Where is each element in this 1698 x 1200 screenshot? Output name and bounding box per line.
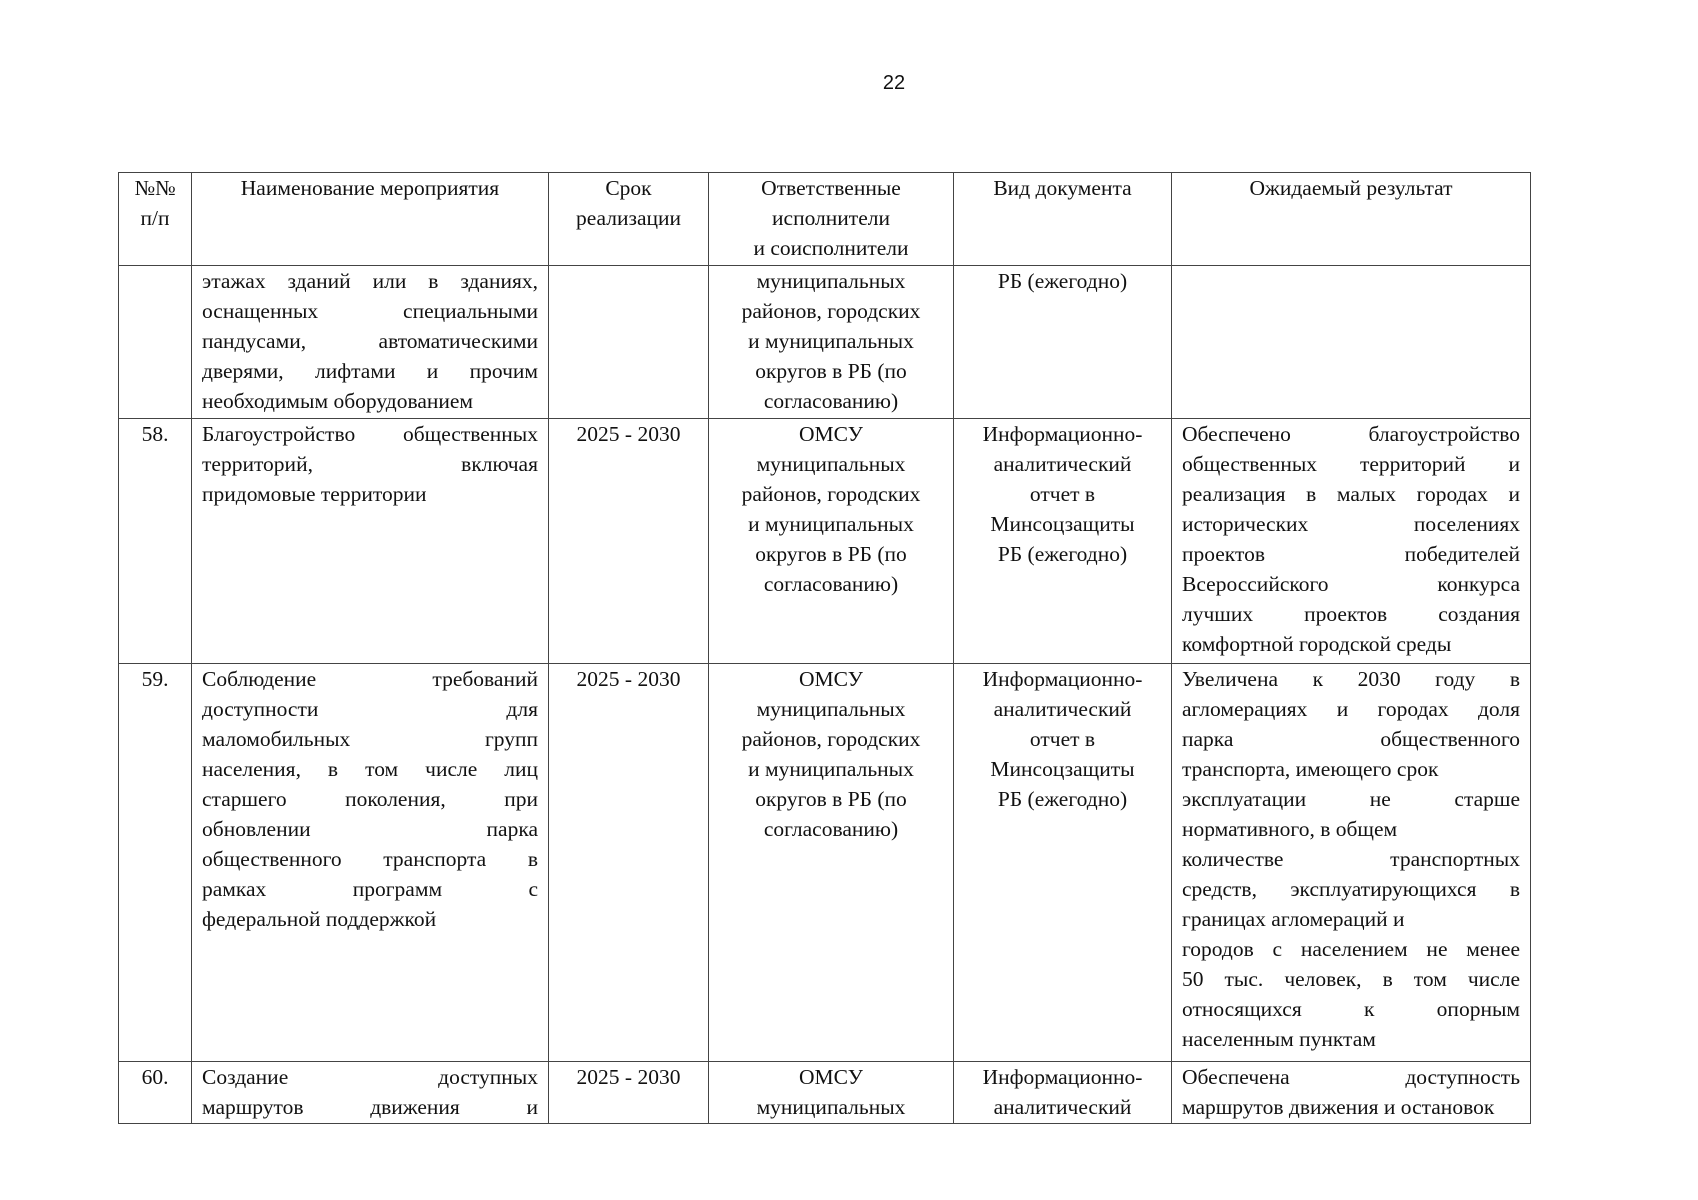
header-name: Наименование мероприятия (192, 173, 549, 266)
row-result (1172, 266, 1531, 419)
page-number: 22 (882, 72, 906, 94)
row-responsible: ОМСУ муниципальных районов, городских и муниципальных округов в РБ (по согласованию) (709, 664, 954, 1062)
row-name: этажах зданий или в зданиях, оснащенных специальными пандусами, автоматическими дверями, лифтами и прочим необходимым оборудованием (192, 266, 549, 419)
row-result: Увеличена к 2030 году в агломерациях и городах доля парка общественного транспорта, имеющего срок эксплуатации не старше нормативного, в общем количестве транспортных средств, эксплуатирующихся в границах агломераций и городов с населением не менее 50 тыс. человек, в том числе относящихся к опорным населенным пунктам (1172, 664, 1531, 1062)
row-document: Информационно- аналитический отчет в Минсоцзащиты РБ (ежегодно) (954, 419, 1172, 664)
header-term: Срок реализации (549, 173, 709, 266)
row-term (549, 266, 709, 419)
row-num (119, 266, 192, 419)
header-num: №№ п/п (119, 173, 192, 266)
header-document: Вид документа (954, 173, 1172, 266)
row-term: 2025 - 2030 (549, 664, 709, 1062)
row-responsible: ОМСУ муниципальных (709, 1062, 954, 1124)
table-row (119, 1062, 1531, 1124)
row-num: 58. (119, 419, 192, 664)
row-document: Информационно- аналитический (954, 1062, 1172, 1124)
table-row (119, 664, 1531, 1062)
table-row (119, 419, 1531, 664)
row-num: 59. (119, 664, 192, 1062)
measures-table (118, 172, 1531, 1124)
row-responsible: ОМСУ муниципальных районов, городских и муниципальных округов в РБ (по согласованию) (709, 419, 954, 664)
row-result: Обеспечено благоустройство общественных территорий и реализация в малых городах и исторических поселениях проектов победителей Всероссийского конкурса лучших проектов создания комфортной городской среды (1172, 419, 1531, 664)
row-name: Соблюдение требований доступности для маломобильных групп населения, в том числе лиц старшего поколения, при обновлении парка общественного транспорта в рамках программ с федеральной поддержкой (192, 664, 549, 1062)
table-header-row (119, 173, 1531, 266)
row-document: Информационно- аналитический отчет в Минсоцзащиты РБ (ежегодно) (954, 664, 1172, 1062)
table-row (119, 266, 1531, 419)
row-name: Создание доступных маршрутов движения и (192, 1062, 549, 1124)
row-term: 2025 - 2030 (549, 419, 709, 664)
header-responsible: Ответственные исполнители и соисполнители (709, 173, 954, 266)
row-num: 60. (119, 1062, 192, 1124)
row-term: 2025 - 2030 (549, 1062, 709, 1124)
row-name: Благоустройство общественных территорий, включая придомовые территории (192, 419, 549, 664)
row-result: Обеспечена доступность маршрутов движения и остановок (1172, 1062, 1531, 1124)
row-document: РБ (ежегодно) (954, 266, 1172, 419)
row-responsible: муниципальных районов, городских и муниципальных округов в РБ (по согласованию) (709, 266, 954, 419)
header-result: Ожидаемый результат (1172, 173, 1531, 266)
